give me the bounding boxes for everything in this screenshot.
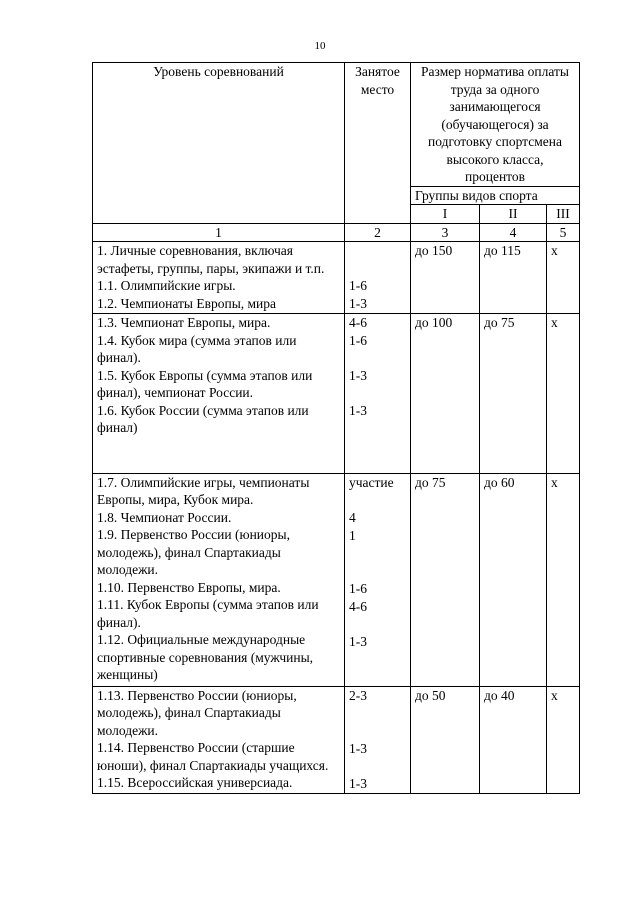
competition-level-cell [93, 242, 345, 314]
header-size: Размер норматива оплаты труда за одного занимающегося (обучающегося) за подготовку спортсмена высокого класса, процентов [411, 63, 580, 187]
place-value: 1-3 [349, 403, 367, 418]
group-name: II [480, 205, 547, 224]
competition-level-cell [93, 314, 345, 474]
place-value: 1-3 [349, 368, 367, 383]
col-number: 3 [411, 223, 480, 242]
norm-value-g1: до 150 [411, 242, 480, 314]
place-value: 1-6 [349, 580, 367, 596]
table-row [93, 473, 580, 686]
col-number: 5 [547, 223, 580, 242]
norm-value-g3: x [547, 242, 580, 314]
competition-item: 1.3. Чемпионат Европы, мира. [97, 315, 271, 330]
header-place: Занятое место [345, 63, 411, 224]
norm-value-g2: до 40 [480, 686, 547, 793]
place-value: 1-3 [349, 296, 367, 311]
place-value: участие [349, 474, 394, 490]
competition-item: 1.15. Всероссийская универсиада. [97, 775, 293, 790]
norm-value-g3: x [547, 314, 580, 474]
place-value: 4 [349, 509, 356, 525]
place-value [349, 242, 406, 277]
competition-item: 1.13. Первенство России (юниоры, молодежь), финал Спартакиады молодежи. [97, 687, 297, 738]
place-cell [345, 473, 411, 686]
competition-item: 1.8. Чемпионат России. [97, 509, 232, 525]
competition-level-cell [93, 473, 345, 686]
table-body [93, 242, 580, 794]
competition-item: 1.6. Кубок России (сумма этапов или финал) [97, 402, 309, 435]
place-value: 1-3 [349, 633, 367, 649]
col-number: 4 [480, 223, 547, 242]
competition-item: 1.14. Первенство России (старшие юноши), финал Спартакиады учащихся. [97, 740, 329, 773]
place-value: 1-6 [349, 278, 367, 293]
page-number: 10 [314, 40, 326, 52]
table-row [93, 314, 580, 474]
norm-value-g1: до 75 [411, 473, 480, 686]
place-value: 1-3 [349, 775, 367, 791]
place-value: 1-6 [349, 333, 367, 348]
norm-value-g2: до 115 [480, 242, 547, 314]
col-number: 1 [93, 223, 345, 242]
competition-item: 1.9. Первенство России (юниоры, молодежь), финал Спартакиады молодежи. [97, 527, 290, 577]
place-value: 4-6 [349, 315, 367, 330]
place-cell [345, 242, 411, 314]
place-value: 2-3 [349, 687, 367, 703]
competition-item: 1.1. Олимпийские игры. [97, 278, 236, 293]
table-row [93, 242, 580, 314]
competition-item: 1.11. Кубок Европы (сумма этапов или финал). [97, 597, 319, 630]
place-value: 1 [349, 527, 356, 543]
header-level: Уровень соревнований [93, 63, 345, 224]
norm-value-g2: до 60 [480, 473, 547, 686]
norm-value-g1: до 100 [411, 314, 480, 474]
norm-value-g1: до 50 [411, 686, 480, 793]
norm-value-g3: x [547, 686, 580, 793]
competition-item: 1.2. Чемпионаты Европы, мира [97, 295, 277, 311]
col-number: 2 [345, 223, 411, 242]
norm-value-g2: до 75 [480, 314, 547, 474]
table-row [93, 686, 580, 793]
competition-level-cell [93, 686, 345, 793]
competition-item: 1. Личные соревнования, включая эстафеты, группы, пары, экипажи и т.п. [97, 243, 325, 276]
competition-item: 1.10. Первенство Европы, мира. [97, 579, 281, 595]
group-name: I [411, 205, 480, 224]
place-value: 4-6 [349, 598, 367, 614]
place-value: 1-3 [349, 740, 367, 756]
place-cell [345, 686, 411, 793]
place-cell [345, 314, 411, 474]
norm-value-g3: x [547, 473, 580, 686]
competition-item: 1.5. Кубок Европы (сумма этапов или финал), чемпионат России. [97, 367, 313, 400]
norms-table [92, 62, 580, 794]
competition-item: 1.12. Официальные международные спортивные соревнования (мужчины, женщины) [97, 632, 314, 682]
header-groups: Группы видов спорта [411, 186, 580, 205]
group-name: III [547, 205, 580, 224]
competition-item: 1.4. Кубок мира (сумма этапов или финал). [97, 332, 297, 365]
competition-item: 1.7. Олимпийские игры, чемпионаты Европы, мира, Кубок мира. [97, 474, 310, 507]
